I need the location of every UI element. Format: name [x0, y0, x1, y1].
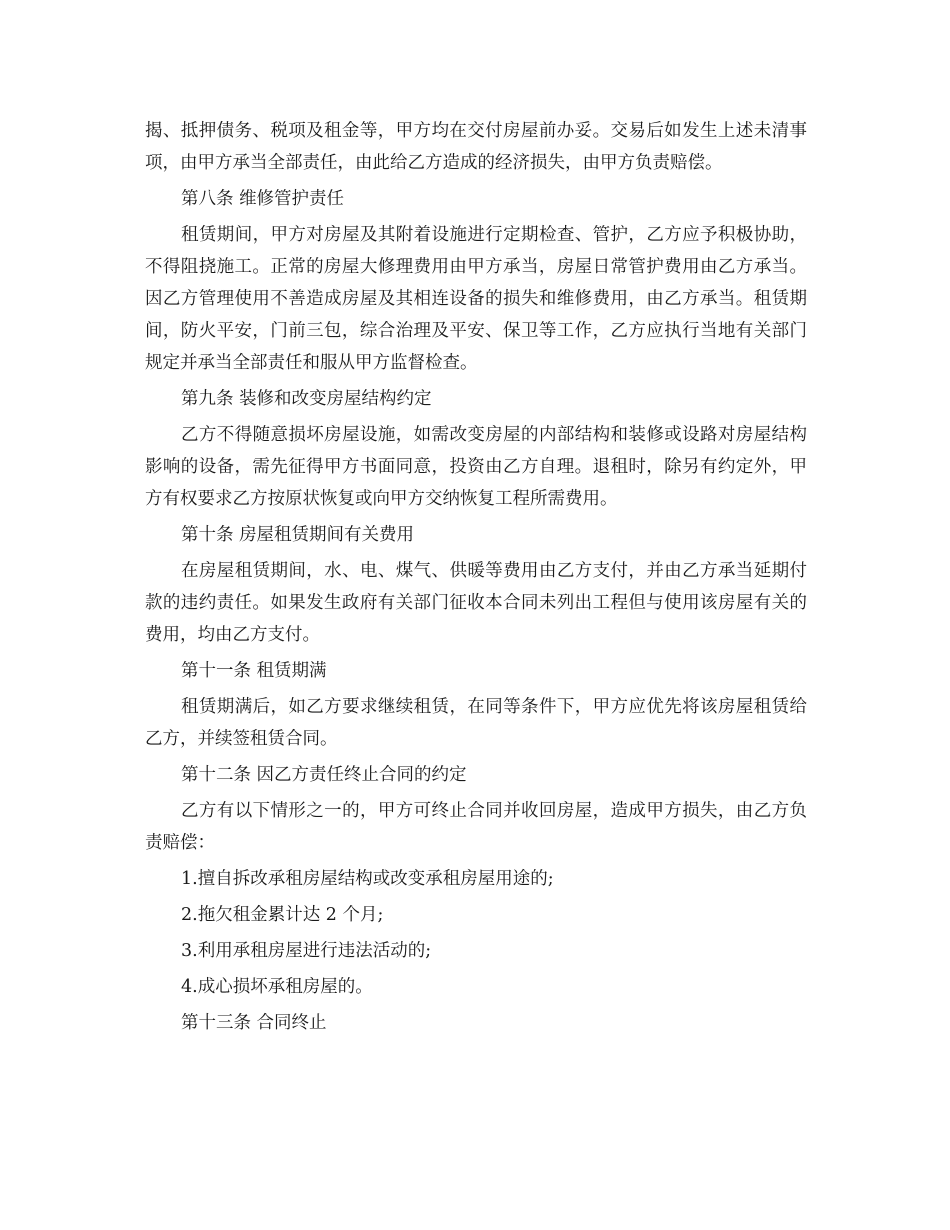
paragraph-continued: 揭、抵押债务、税项及租金等，甲方均在交付房屋前办妥。交易后如发生上述未清事项，由甲方承当全部责任，由此给乙方造成的经济损失，由甲方负责赔偿。	[145, 121, 807, 173]
article-11-body: 租赁期满后，如乙方要求继续租赁，在同等条件下，甲方应优先将该房屋租赁给乙方，并续签租赁合同。	[145, 697, 807, 749]
article-12-item-2: 2.拖欠租金累计达 2 个月;	[181, 905, 384, 925]
article-12-item-1: 1.擅自拆改承租房屋结构或改变承租房屋用途的;	[181, 869, 554, 889]
article-13-heading: 第十三条 合同终止	[181, 1013, 327, 1033]
article-12-body: 乙方有以下情形之一的，甲方可终止合同并收回房屋，造成甲方损失，由乙方负责赔偿：	[145, 801, 807, 853]
document-body	[145, 115, 807, 1043]
article-9-heading: 第九条 装修和改变房屋结构约定	[181, 389, 432, 409]
article-12-item-3: 3.利用承租房屋进行违法活动的;	[181, 941, 432, 961]
article-8-body: 租赁期间，甲方对房屋及其附着设施进行定期检查、管护，乙方应予积极协助，不得阻挠施工。正常的房屋大修理费用由甲方承当，房屋日常管护费用由乙方承当。因乙方管理使用不善造成房屋及其相连设备的损失和维修费用，由乙方承当。租赁期间，防火平安，门前三包，综合治理及平安、保卫等工作，乙方应执行当地有关部门规定并承当全部责任和服从甲方监督检查。	[145, 225, 807, 373]
article-8-heading: 第八条 维修管护责任	[181, 189, 345, 209]
article-10-body: 在房屋租赁期间，水、电、煤气、供暖等费用由乙方支付，并由乙方承当延期付款的违约责任。如果发生政府有关部门征收本合同未列出工程但与使用该房屋有关的费用，均由乙方支付。	[145, 561, 807, 645]
article-9-body: 乙方不得随意损坏房屋设施，如需改变房屋的内部结构和装修或设路对房屋结构影响的设备，需先征得甲方书面同意，投资由乙方自理。退租时，除另有约定外，甲方有权要求乙方按原状恢复或向甲方交纳恢复工程所需费用。	[145, 425, 807, 509]
article-11-heading: 第十一条 租赁期满	[181, 661, 327, 681]
article-12-item-4: 4.成心损坏承租房屋的。	[181, 977, 373, 997]
article-12-heading: 第十二条 因乙方责任终止合同的约定	[181, 765, 467, 785]
article-10-heading: 第十条 房屋租赁期间有关费用	[181, 525, 415, 545]
